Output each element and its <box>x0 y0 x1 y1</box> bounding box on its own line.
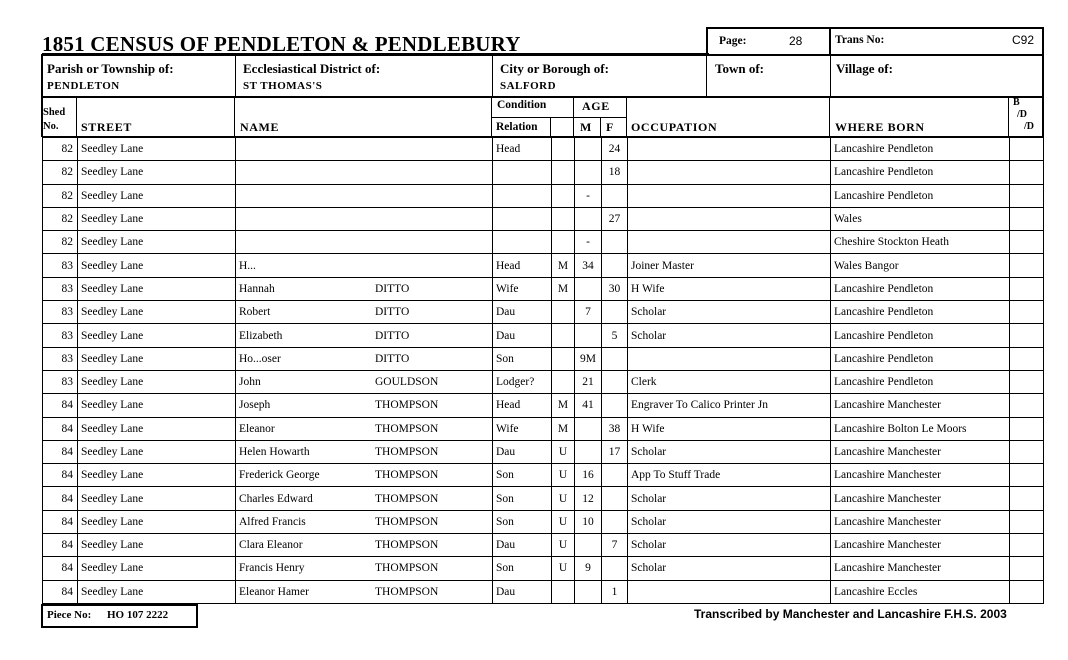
age-female-cell <box>602 347 628 370</box>
surname: THOMPSON <box>375 515 439 528</box>
page-number: 28 <box>789 34 803 48</box>
forename: Eleanor Hamer <box>239 585 309 598</box>
street-cell: Seedley Lane <box>78 138 236 161</box>
occupation-cell: H Wife <box>628 417 831 440</box>
age-male-cell <box>575 534 602 557</box>
street-cell: Seedley Lane <box>78 580 236 603</box>
where-born-cell: Lancashire Manchester <box>831 557 1010 580</box>
where-born-cell: Lancashire Manchester <box>831 440 1010 463</box>
street-cell: Seedley Lane <box>78 534 236 557</box>
bd-cell <box>1010 417 1044 440</box>
condition-cell: M <box>552 394 575 417</box>
name-cell <box>236 510 493 533</box>
condition-cell <box>552 184 575 207</box>
forename: Ho...oser <box>239 352 281 365</box>
occupation-cell: Scholar <box>628 324 831 347</box>
where-born-cell: Lancashire Pendleton <box>831 138 1010 161</box>
name-cell <box>236 487 493 510</box>
age-male-cell <box>575 277 602 300</box>
where-born-cell: Wales <box>831 207 1010 230</box>
age-female-cell <box>602 301 628 324</box>
forename: Francis Henry <box>239 562 305 575</box>
col-shed: Shed <box>43 107 66 118</box>
table-row <box>43 557 1044 580</box>
shed-cell: 82 <box>43 231 78 254</box>
piece-value: HO 107 2222 <box>107 609 169 621</box>
relation-cell: Wife <box>493 277 552 300</box>
street-cell: Seedley Lane <box>78 557 236 580</box>
occupation-cell: H Wife <box>628 277 831 300</box>
forename: Robert <box>239 306 271 319</box>
table-row <box>43 301 1044 324</box>
shed-cell: 83 <box>43 254 78 277</box>
condition-cell <box>552 580 575 603</box>
bd-cell <box>1010 138 1044 161</box>
street-cell: Seedley Lane <box>78 254 236 277</box>
bd-cell <box>1010 277 1044 300</box>
street-cell: Seedley Lane <box>78 207 236 230</box>
parish-value: PENDLETON <box>47 80 120 92</box>
age-male-cell: - <box>575 231 602 254</box>
shed-cell: 83 <box>43 301 78 324</box>
occupation-cell: Scholar <box>628 534 831 557</box>
col-f: F <box>606 120 614 134</box>
bd-cell <box>1010 394 1044 417</box>
condition-cell <box>552 301 575 324</box>
bd-cell <box>1010 557 1044 580</box>
age-male-cell: 10 <box>575 510 602 533</box>
table-row <box>43 510 1044 533</box>
occupation-cell <box>628 347 831 370</box>
bd-cell <box>1010 464 1044 487</box>
occupation-cell <box>628 207 831 230</box>
condition-cell: U <box>552 440 575 463</box>
shed-cell: 84 <box>43 464 78 487</box>
relation-cell <box>493 161 552 184</box>
surname: GOULDSON <box>375 376 439 389</box>
where-born-cell: Lancashire Manchester <box>831 534 1010 557</box>
condition-cell <box>552 324 575 347</box>
age-female-cell <box>602 394 628 417</box>
table-row <box>43 347 1044 370</box>
where-born-cell: Wales Bangor <box>831 254 1010 277</box>
document-title: 1851 CENSUS OF PENDLETON & PENDLEBURY <box>42 32 521 56</box>
occupation-cell: Scholar <box>628 301 831 324</box>
forename: Helen Howarth <box>239 446 310 458</box>
shed-cell: 83 <box>43 324 78 347</box>
age-female-cell: 30 <box>602 277 628 300</box>
census-table <box>42 137 1044 604</box>
table-row <box>43 324 1044 347</box>
hdr-line-born <box>1008 96 1009 137</box>
name-cell <box>236 254 493 277</box>
street-cell: Seedley Lane <box>78 510 236 533</box>
age-female-cell: 18 <box>602 161 628 184</box>
condition-cell: U <box>552 464 575 487</box>
where-born-cell: Lancashire Manchester <box>831 394 1010 417</box>
where-born-cell: Lancashire Pendleton <box>831 324 1010 347</box>
forename: Eleanor <box>239 422 275 435</box>
age-female-cell <box>602 557 628 580</box>
col-where-born: WHERE BORN <box>835 120 925 134</box>
bd-cell <box>1010 254 1044 277</box>
table-row <box>43 417 1044 440</box>
street-cell: Seedley Lane <box>78 347 236 370</box>
surname: THOMPSON <box>375 539 439 552</box>
shed-cell: 84 <box>43 534 78 557</box>
col-condition: Condition <box>497 99 547 111</box>
condition-cell: U <box>552 534 575 557</box>
occupation-cell: Joiner Master <box>628 254 831 277</box>
transcription-credit: Transcribed by Manchester and Lancashire F.H.S. 2003 <box>694 607 1007 621</box>
col-bd: B <box>1013 97 1020 108</box>
surname: DITTO <box>375 306 410 319</box>
relation-cell <box>493 184 552 207</box>
name-cell <box>236 580 493 603</box>
shed-cell: 84 <box>43 394 78 417</box>
where-born-cell: Lancashire Manchester <box>831 464 1010 487</box>
col-no: No. <box>43 121 59 132</box>
relation-cell: Wife <box>493 417 552 440</box>
occupation-cell <box>628 138 831 161</box>
forename: Charles Edward <box>239 492 313 505</box>
col-name: NAME <box>240 120 280 134</box>
trans-label: Trans No: <box>835 34 885 46</box>
name-cell <box>236 347 493 370</box>
village-label: Village of: <box>836 61 893 76</box>
relation-cell: Dau <box>493 324 552 347</box>
age-female-cell: 17 <box>602 440 628 463</box>
hdr-line-shed <box>76 96 77 137</box>
table-row <box>43 394 1044 417</box>
bd-cell <box>1010 301 1044 324</box>
age-male-cell: 12 <box>575 487 602 510</box>
occupation-cell <box>628 161 831 184</box>
condition-cell: U <box>552 557 575 580</box>
relation-cell: Dau <box>493 534 552 557</box>
where-born-cell: Lancashire Eccles <box>831 580 1010 603</box>
hdr-line-street <box>234 96 235 137</box>
condition-cell <box>552 370 575 393</box>
shed-cell: 84 <box>43 440 78 463</box>
where-born-cell: Lancashire Pendleton <box>831 301 1010 324</box>
street-cell: Seedley Lane <box>78 417 236 440</box>
condition-cell <box>552 207 575 230</box>
relation-cell: Head <box>493 394 552 417</box>
surname: THOMPSON <box>375 446 439 458</box>
age-male-cell: 16 <box>575 464 602 487</box>
col-occupation: OCCUPATION <box>631 120 718 134</box>
condition-cell: M <box>552 254 575 277</box>
age-female-cell <box>602 254 628 277</box>
shed-cell: 82 <box>43 161 78 184</box>
bd-cell <box>1010 324 1044 347</box>
occupation-cell <box>628 580 831 603</box>
town-label: Town of: <box>715 61 765 76</box>
where-born-cell: Lancashire Pendleton <box>831 161 1010 184</box>
where-born-cell: Lancashire Pendleton <box>831 370 1010 393</box>
name-cell <box>236 184 493 207</box>
street-cell: Seedley Lane <box>78 184 236 207</box>
surname: DITTO <box>375 282 410 295</box>
age-male-cell: 7 <box>575 301 602 324</box>
age-male-cell <box>575 161 602 184</box>
relation-cell: Head <box>493 138 552 161</box>
table-row <box>43 464 1044 487</box>
street-cell: Seedley Lane <box>78 440 236 463</box>
age-male-cell: 21 <box>575 370 602 393</box>
condition-cell: M <box>552 277 575 300</box>
bd-cell <box>1010 440 1044 463</box>
street-cell: Seedley Lane <box>78 161 236 184</box>
city-label: City or Borough of: <box>500 61 609 76</box>
hdr-line-f <box>626 96 627 137</box>
bd-cell <box>1010 184 1044 207</box>
street-cell: Seedley Lane <box>78 370 236 393</box>
shed-cell: 84 <box>43 487 78 510</box>
street-cell: Seedley Lane <box>78 231 236 254</box>
age-male-cell <box>575 440 602 463</box>
forename: Alfred Francis <box>239 515 306 528</box>
table-row <box>43 184 1044 207</box>
bd-cell <box>1010 370 1044 393</box>
age-female-cell <box>602 184 628 207</box>
bd-cell <box>1010 487 1044 510</box>
locality-divider-1 <box>235 54 236 98</box>
shed-cell: 82 <box>43 207 78 230</box>
col-bd-d1: /D <box>1017 109 1027 120</box>
parish-label: Parish or Township of: <box>47 61 174 76</box>
age-male-cell: - <box>575 184 602 207</box>
name-cell <box>236 440 493 463</box>
age-male-cell <box>575 138 602 161</box>
table-row <box>43 254 1044 277</box>
city-value: SALFORD <box>500 80 557 92</box>
surname: THOMPSON <box>375 469 439 482</box>
age-male-cell <box>575 207 602 230</box>
bd-cell <box>1010 207 1044 230</box>
shed-cell: 84 <box>43 417 78 440</box>
name-cell <box>236 138 493 161</box>
name-cell <box>236 207 493 230</box>
condition-cell <box>552 161 575 184</box>
street-cell: Seedley Lane <box>78 394 236 417</box>
relation-cell: Dau <box>493 580 552 603</box>
age-male-cell: 41 <box>575 394 602 417</box>
age-male-cell: 9 <box>575 557 602 580</box>
name-cell <box>236 394 493 417</box>
table-row <box>43 231 1044 254</box>
age-female-cell <box>602 487 628 510</box>
table-row <box>43 534 1044 557</box>
ecclesiastical-label: Ecclesiastical District of: <box>243 61 381 76</box>
condition-cell <box>552 347 575 370</box>
age-female-cell: 24 <box>602 138 628 161</box>
surname: DITTO <box>375 352 410 365</box>
forename: Joseph <box>239 399 271 412</box>
street-cell: Seedley Lane <box>78 487 236 510</box>
age-female-cell <box>602 510 628 533</box>
street-cell: Seedley Lane <box>78 277 236 300</box>
surname: THOMPSON <box>375 562 439 575</box>
surname: THOMPSON <box>375 422 439 435</box>
condition-cell: U <box>552 487 575 510</box>
locality-divider-3 <box>706 54 707 98</box>
table-row <box>43 487 1044 510</box>
name-cell <box>236 277 493 300</box>
where-born-cell: Cheshire Stockton Heath <box>831 231 1010 254</box>
page-label: Page: <box>719 35 747 47</box>
relation-cell: Son <box>493 347 552 370</box>
hdr-line-m <box>600 117 601 137</box>
age-male-cell <box>575 324 602 347</box>
relation-cell: Head <box>493 254 552 277</box>
age-female-cell: 1 <box>602 580 628 603</box>
table-row <box>43 440 1044 463</box>
shed-cell: 83 <box>43 347 78 370</box>
relation-cell: Son <box>493 510 552 533</box>
occupation-cell: Scholar <box>628 510 831 533</box>
age-male-cell <box>575 580 602 603</box>
occupation-cell: Engraver To Calico Printer Jn <box>628 394 831 417</box>
table-row <box>43 161 1044 184</box>
street-cell: Seedley Lane <box>78 464 236 487</box>
relation-cell <box>493 231 552 254</box>
shed-cell: 83 <box>43 370 78 393</box>
hdr-line-relation <box>550 117 551 137</box>
forename: Elizabeth <box>239 329 283 342</box>
ecclesiastical-value: ST THOMAS'S <box>243 80 323 92</box>
name-cell <box>236 370 493 393</box>
condition-cell <box>552 138 575 161</box>
shed-cell: 84 <box>43 557 78 580</box>
bd-cell <box>1010 534 1044 557</box>
relation-cell: Son <box>493 487 552 510</box>
col-age: AGE <box>582 99 610 113</box>
age-female-cell: 7 <box>602 534 628 557</box>
forename: H... <box>239 259 256 272</box>
name-cell <box>236 557 493 580</box>
age-female-cell: 38 <box>602 417 628 440</box>
trans-number: C92 <box>1012 33 1035 47</box>
occupation-cell: Scholar <box>628 487 831 510</box>
age-female-cell <box>602 370 628 393</box>
occupation-cell <box>628 231 831 254</box>
age-female-cell <box>602 231 628 254</box>
condition-cell: M <box>552 417 575 440</box>
where-born-cell: Lancashire Pendleton <box>831 347 1010 370</box>
name-cell <box>236 324 493 347</box>
occupation-cell: Scholar <box>628 440 831 463</box>
relation-cell <box>493 207 552 230</box>
where-born-cell: Lancashire Bolton Le Moors <box>831 417 1010 440</box>
table-row <box>43 138 1044 161</box>
name-cell <box>236 534 493 557</box>
relation-cell: Son <box>493 557 552 580</box>
table-row <box>43 580 1044 603</box>
age-female-cell: 5 <box>602 324 628 347</box>
where-born-cell: Lancashire Manchester <box>831 510 1010 533</box>
age-male-cell: 9M <box>575 347 602 370</box>
surname: DITTO <box>375 329 410 342</box>
where-born-cell: Lancashire Manchester <box>831 487 1010 510</box>
name-cell <box>236 464 493 487</box>
col-relation: Relation <box>496 121 538 133</box>
table-row <box>43 277 1044 300</box>
table-row <box>43 370 1044 393</box>
where-born-cell: Lancashire Pendleton <box>831 184 1010 207</box>
surname: THOMPSON <box>375 399 439 412</box>
age-female-cell <box>602 464 628 487</box>
bd-cell <box>1010 347 1044 370</box>
surname: THOMPSON <box>375 585 439 598</box>
shed-cell: 84 <box>43 580 78 603</box>
relation-cell: Son <box>493 464 552 487</box>
bd-cell <box>1010 510 1044 533</box>
relation-cell: Lodger? <box>493 370 552 393</box>
locality-divider-2 <box>492 54 493 98</box>
name-cell <box>236 231 493 254</box>
relation-cell: Dau <box>493 440 552 463</box>
condition-cell: U <box>552 510 575 533</box>
surname: THOMPSON <box>375 492 439 505</box>
col-street: STREET <box>81 120 132 134</box>
occupation-cell: Scholar <box>628 557 831 580</box>
name-cell <box>236 161 493 184</box>
forename: Clara Eleanor <box>239 539 303 552</box>
name-cell <box>236 417 493 440</box>
bd-cell <box>1010 580 1044 603</box>
shed-cell: 83 <box>43 277 78 300</box>
occupation-cell: Clerk <box>628 370 831 393</box>
age-male-cell: 34 <box>575 254 602 277</box>
occupation-cell: App To Stuff Trade <box>628 464 831 487</box>
hdr-line-cond-age <box>491 117 626 118</box>
name-cell <box>236 301 493 324</box>
forename: Frederick George <box>239 469 320 482</box>
street-cell: Seedley Lane <box>78 324 236 347</box>
age-male-cell <box>575 417 602 440</box>
age-female-cell: 27 <box>602 207 628 230</box>
shed-cell: 82 <box>43 138 78 161</box>
hdr-line-occupation <box>829 96 830 137</box>
forename: John <box>239 376 261 389</box>
relation-cell: Dau <box>493 301 552 324</box>
bd-cell <box>1010 161 1044 184</box>
street-cell: Seedley Lane <box>78 301 236 324</box>
shed-cell: 82 <box>43 184 78 207</box>
table-row <box>43 207 1044 230</box>
col-bd-d2: /D <box>1024 121 1034 132</box>
where-born-cell: Lancashire Pendleton <box>831 277 1010 300</box>
piece-label: Piece No: <box>47 609 92 621</box>
locality-divider-4 <box>830 54 831 98</box>
occupation-cell <box>628 184 831 207</box>
bd-cell <box>1010 231 1044 254</box>
condition-cell <box>552 231 575 254</box>
shed-cell: 84 <box>43 510 78 533</box>
col-m: M <box>580 120 592 134</box>
forename: Hannah <box>239 282 275 295</box>
